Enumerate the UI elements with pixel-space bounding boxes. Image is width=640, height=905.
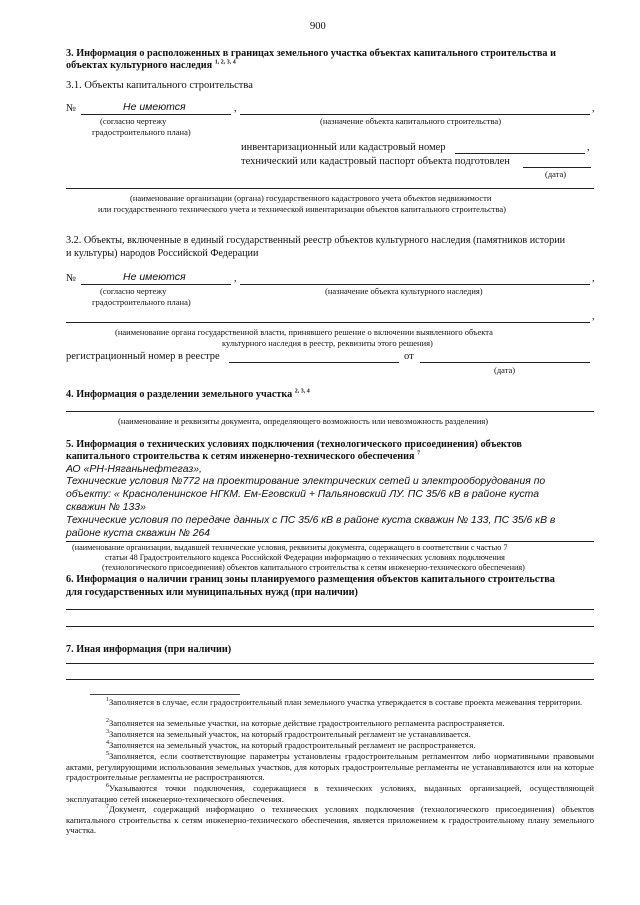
section-5-title-line-2: капитального строительства к сетям инженерно-технического обеспечения $^7$ bbox=[66, 450, 421, 462]
section-3-1-title: 3.1. Объекты капитального строительства bbox=[66, 80, 253, 91]
section-3-2-title-line-2: и культуры) народов Российской Федерации bbox=[66, 248, 259, 259]
section-3-1-org-caption-2: или государственного технического учета и технической инвентаризации объектов капитального строительства) bbox=[98, 204, 507, 214]
section-3-1-org-line bbox=[66, 188, 594, 189]
section-3-2-org-line bbox=[66, 322, 590, 323]
footnote-6: $^6$Указываются точки подключения, содержащиеся в технических условиях, выданных организацией, осуществляющей эксплуатацию сетей инженерно-технического обеспечения. bbox=[66, 783, 594, 804]
footnote-3: $^3$Заполняется на земельный участок, на который градостроительный регламент не устанавливается. bbox=[106, 729, 471, 739]
section-3-2-org-caption-2: культурного наследия в реестр, реквизиты этого решения) bbox=[222, 338, 433, 348]
tech-passport-date-caption: (дата) bbox=[545, 169, 567, 179]
section-5-footnote-ref: 7 bbox=[417, 450, 421, 457]
section-4-line bbox=[66, 411, 594, 412]
section-3-1-value: Не имеются bbox=[123, 101, 186, 113]
section-3-2-caption-left-1: (согласно чертежу bbox=[100, 286, 167, 296]
footnote-5: $^5$Заполняется, если соответствующие параметры установлены градостроительным регламентом либо нормативными правовыми актами, регулирующими использования земельных участков, для которых градостроительные регламенты не устанавливаются или на которые градостроительные регламенты не распространяются. bbox=[66, 751, 594, 782]
footnote-7: $^7$Документ, содержащий информацию о технических условиях подключения (технологического присоединения) объектов капитального строительства к сетям инженерно-технического обеспечения, является приложением к градостроительному плану земельного участка. bbox=[66, 804, 594, 835]
registry-date-line bbox=[420, 362, 590, 363]
section-6-line-2 bbox=[66, 626, 594, 627]
section-3-2-purpose-line bbox=[240, 284, 590, 285]
registry-from-label: от bbox=[404, 351, 414, 362]
document-page: 900 3. Информация о расположенных в границах земельного участка объектах капитального строительства и объектах культурного наследия $^{1, 2, 3, 4}$ 3.1. Объекты капитального строительства № Не имеются , , (согласно чертежу градостроительного плана) (назначение объекта капитального строительства) инвентаризационный или кадастровый номер , технический или кадастровый паспорт объекта подготовлен (дата) (наименование организации (органа) государственного кадастрового учета объектов недвижимости или государственного технического учета и технической инвентаризации объектов капитального строительства) 3.2. Объекты, включенные в единый государственный реестр объектов культурного наследия (памятников истории и культуры) народов Российской Федерации № Не имеются , , (согласно чертежу градостроительного плана) (назначение объекта культурного наследия) , (наименование органа государственной власти, принявшего решение о включении выявленного объекта культурного наследия в реестр, реквизиты этого решения) регистрационный номер в реестре от (дата) 4. Информация о разделении земельного участка $^{2, 3, 4}$ (наименование и реквизиты документа, определяющего возможность или невозможность разделения) 5. Информация о технических условиях подключения (технологического присоединения) объектов капитального строительства к сетям инженерно-технического обеспечения $^7$ АО «РН-Няганьнефтегаз», Технические условия №772 на проектирование электрических сетей и электрооборудования по объекту: « Красноленинское НГКМ. Ем-Еговский + Пальяновский ЛУ. ПС 35/6 кВ в районе куста скважин № 133» Технические условия по передаче данных с ПС 35/6 кВ в районе куста скважин № 133, ПС 35/6 кВ в районе куста скважин № 264 (наименование организации, выдавшей технические условия, реквизиты документа, содержащего в соответствии с частью 7 статьи 48 Градостроительного кодекса Российской Федерации информацию о технических условиях подключения (технологического присоединения) объектов капитального строительства к сетям инженерно-технического обеспечения) 6. Информация о наличии границ зоны планируемого размещения объектов капитального строительства для государственных или муниципальных нужд (при наличии) 7. Иная информация (при наличии) $^1$Заполняется в случае, если градостроительный план земельного участка утверждается в составе проекта межевания территории. $^2$Заполняется на земельные участки, на которые действие градостроительного регламента распространяется. $^3$Заполняется на земельный участок, на который градостроительный регламент не устанавливается. $^4$Заполняется на земельный участок, на который градостроительный регламент не распространяется. $^5$Заполняется, если соответствующие параметры установлены градостроительным регламентом либо нормативными правовыми актами, регулирующими использования земельных участков, для которых градостроительные регламенты не устанавливаются или на которые градостроительные регламенты не распространяются. $^6$Указываются точки подключения, содержащиеся в технических условиях, выданных организацией, осуществляющей эксплуатацию сетей инженерно-технического обеспечения. $^7$Документ, содержащий информацию о технических условиях подключения (технологического присоединения) объектов капитального строительства к сетям инженерно-технического обеспечения, является приложением к градостроительному плану земельного участка. bbox=[66, 21, 595, 835]
section-3-2-title-line-1: 3.2. Объекты, включенные в единый государственный реестр объектов культурного наследия (памятников истории bbox=[66, 235, 566, 246]
tech-passport-label: технический или кадастровый паспорт объекта подготовлен bbox=[241, 156, 510, 167]
section-6-line-1 bbox=[66, 609, 594, 610]
registry-number-line bbox=[229, 362, 399, 363]
section-5-caption-2: статьи 48 Градостроительного кодекса Российской Федерации информацию о технических условиях подключения bbox=[105, 553, 505, 562]
footnote-1: $^1$Заполняется в случае, если градостроительный план земельного участка утверждается в составе проекта межевания территории. bbox=[106, 697, 583, 707]
section-3-2-value: Не имеются bbox=[123, 271, 186, 283]
section-5-caption-1: (наименование организации, выдавшей технические условия, реквизиты документа, содержащего в соответствии с частью 7 bbox=[72, 543, 508, 552]
section-7-line-1 bbox=[66, 663, 594, 664]
footnote-4: $^4$Заполняется на земельный участок, на который градостроительный регламент не распространяется. bbox=[106, 740, 476, 750]
section-6-title-line-1: 6. Информация о наличии границ зоны планируемого размещения объектов капитального строительства bbox=[66, 574, 555, 585]
section-3-1-number-label: № bbox=[66, 103, 77, 114]
section-3-1-caption-right: (назначение объекта капитального строительства) bbox=[320, 116, 502, 126]
section-3-1-org-caption-1: (наименование организации (органа) государственного кадастрового учета объектов недвижимости bbox=[130, 193, 492, 203]
section-5-line-4: скважин № 133» bbox=[66, 502, 146, 513]
section-3-1-purpose-line bbox=[240, 114, 590, 115]
footnote-2: $^2$Заполняется на земельные участки, на которые действие градостроительного регламента распространяется. bbox=[106, 718, 505, 728]
section-3-2-caption-left-2: градостроительного плана) bbox=[92, 297, 191, 307]
inventory-number-label: инвентаризационный или кадастровый номер bbox=[241, 142, 446, 153]
page-number: 900 bbox=[310, 21, 326, 32]
section-3-title-line-1: 3. Информация о расположенных в границах земельного участка объектах капитального строительства и bbox=[66, 48, 556, 59]
footnote-separator bbox=[90, 694, 240, 695]
section-3-2-number-label: № bbox=[66, 273, 77, 284]
section-5-line bbox=[66, 541, 594, 542]
section-5-line-3: объекту: « Красноленинское НГКМ. Ем-Еговский + Пальяновский ЛУ. ПС 35/6 кВ в районе куста bbox=[66, 489, 539, 500]
inventory-number-line bbox=[455, 153, 585, 154]
section-4-footnote-refs: 2, 3, 4 bbox=[294, 388, 310, 395]
section-5-line-6: районе куста скважин № 264 bbox=[66, 528, 211, 539]
section-3-1-caption-left-2: градостроительного плана) bbox=[92, 127, 191, 137]
section-7-title: 7. Иная информация (при наличии) bbox=[66, 644, 232, 655]
registry-date-caption: (дата) bbox=[494, 365, 516, 375]
section-4-title: 4. Информация о разделении земельного участка $^{2, 3, 4}$ bbox=[66, 388, 310, 400]
section-3-2-caption-right: (назначение объекта культурного наследия) bbox=[325, 286, 483, 296]
section-3-footnote-refs: 1, 2, 3, 4 bbox=[214, 59, 236, 66]
section-3-1-number-line bbox=[81, 114, 231, 115]
section-3-title-line-2: объектах культурного наследия $^{1, 2, 3, 4}$ bbox=[66, 59, 236, 71]
section-3-2-number-line bbox=[81, 284, 231, 285]
section-3-2-org-caption-1: (наименование органа государственной власти, принявшего решение о включении выявленного объекта bbox=[115, 327, 493, 337]
section-5-title-line-1: 5. Информация о технических условиях подключения (технологического присоединения) объектов bbox=[66, 439, 522, 450]
section-3-1-caption-left-1: (согласно чертежу bbox=[100, 116, 167, 126]
section-5-line-5: Технические условия по передаче данных с ПС 35/6 кВ в районе куста скважин № 133, ПС 35/6 кВ в bbox=[66, 515, 556, 526]
section-4-caption: (наименование и реквизиты документа, определяющего возможность или невозможность разделения) bbox=[118, 416, 489, 426]
section-5-caption-3: (технологического присоединения) объектов капитального строительства к сетям инженерно-технического обеспечения) bbox=[102, 563, 525, 572]
registry-number-label: регистрационный номер в реестре bbox=[66, 351, 220, 362]
tech-passport-date-line bbox=[523, 167, 591, 168]
section-6-title-line-2: для государственных или муниципальных нужд (при наличии) bbox=[66, 587, 358, 598]
section-5-org-name: АО «РН-Няганьнефтегаз», bbox=[66, 463, 202, 475]
section-7-line-2 bbox=[66, 679, 594, 680]
section-5-line-2: Технические условия №772 на проектирование электрических сетей и электрооборудования по bbox=[66, 476, 546, 487]
